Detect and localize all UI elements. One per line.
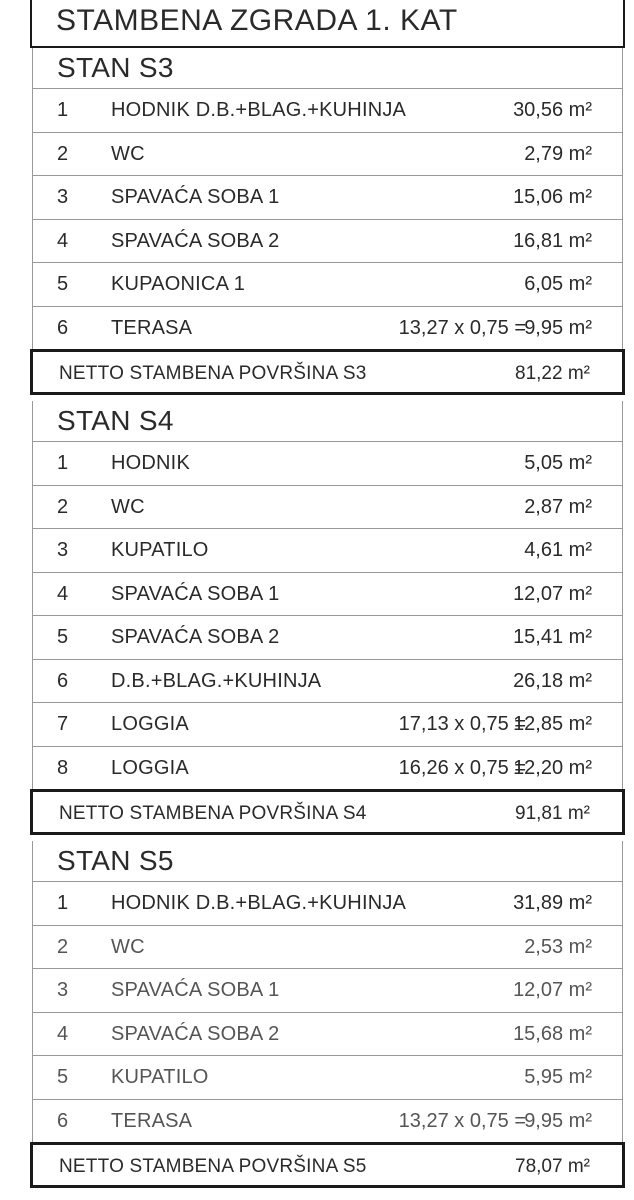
room-area: 5,95 m² xyxy=(524,1066,592,1088)
table-row xyxy=(32,1099,623,1143)
table-row xyxy=(32,175,623,219)
room-area: 2,79 m² xyxy=(524,142,592,165)
room-name: SPAVAĆA SOBA 1 xyxy=(111,186,280,208)
table-row xyxy=(32,1055,623,1099)
row-number: 3 xyxy=(57,979,69,1001)
table-row xyxy=(32,572,623,616)
room-name: SPAVAĆA SOBA 1 xyxy=(111,979,280,1001)
room-area: 12,85 m² xyxy=(513,713,592,735)
section-title: STAN S3 xyxy=(32,48,623,88)
row-number: 2 xyxy=(57,935,69,958)
room-area: 26,18 m² xyxy=(513,669,592,692)
area-calculation: 16,26 x 0,75 = xyxy=(398,756,526,779)
room-name: LOGGIA xyxy=(111,756,189,779)
section-stan-s3 xyxy=(32,48,623,395)
table-row xyxy=(32,925,623,969)
row-number: 1 xyxy=(57,99,69,121)
table-row xyxy=(32,968,623,1012)
row-number: 4 xyxy=(57,1022,69,1045)
net-area-total xyxy=(30,349,625,395)
section-stan-s4 xyxy=(32,401,623,835)
row-number: 3 xyxy=(57,186,69,208)
room-area: 9,95 m² xyxy=(524,1109,592,1132)
area-calculation: 17,13 x 0,75 = xyxy=(398,713,526,735)
room-area: 2,87 m² xyxy=(524,495,592,518)
total-label: NETTO STAMBENA POVRŠINA S5 xyxy=(59,1156,367,1177)
room-name: TERASA xyxy=(111,1109,193,1132)
room-area: 12,07 m² xyxy=(513,979,592,1001)
room-name: WC xyxy=(111,142,145,165)
room-name: LOGGIA xyxy=(111,713,189,735)
row-number: 6 xyxy=(57,669,69,692)
row-number: 2 xyxy=(57,495,69,518)
room-name: D.B.+BLAG.+KUHINJA xyxy=(111,669,322,692)
table-row xyxy=(32,441,623,485)
row-number: 5 xyxy=(57,273,69,295)
room-name: KUPATILO xyxy=(111,1066,209,1088)
table-row xyxy=(32,881,623,925)
section-title: STAN S4 xyxy=(32,401,623,441)
room-area: 9,95 m² xyxy=(524,316,592,339)
total-value: 78,07 m² xyxy=(515,1156,590,1177)
row-number: 5 xyxy=(57,1066,69,1088)
room-name: SPAVAĆA SOBA 1 xyxy=(111,582,280,605)
row-number: 1 xyxy=(57,892,69,914)
row-number: 5 xyxy=(57,626,69,648)
room-name: HODNIK D.B.+BLAG.+KUHINJA xyxy=(111,892,407,914)
room-area: 15,68 m² xyxy=(513,1022,592,1045)
row-number: 6 xyxy=(57,316,69,339)
room-name: SPAVAĆA SOBA 2 xyxy=(111,626,280,648)
table-row xyxy=(32,219,623,263)
room-name: WC xyxy=(111,935,145,958)
row-number: 8 xyxy=(57,756,69,779)
area-calculation: 13,27 x 0,75 = xyxy=(398,316,526,339)
room-name: KUPATILO xyxy=(111,539,209,561)
row-number: 1 xyxy=(57,452,69,474)
row-number: 4 xyxy=(57,582,69,605)
room-area: 4,61 m² xyxy=(524,539,592,561)
room-area: 15,06 m² xyxy=(513,186,592,208)
table-row xyxy=(32,615,623,659)
table-row xyxy=(32,1012,623,1056)
section-stan-s5 xyxy=(32,841,623,1188)
page-title: STAMBENA ZGRADA 1. KAT xyxy=(30,0,625,48)
room-area: 31,89 m² xyxy=(513,892,592,914)
room-area: 30,56 m² xyxy=(513,99,592,121)
table-row xyxy=(32,659,623,703)
total-label: NETTO STAMBENA POVRŠINA S3 xyxy=(59,363,367,384)
row-number: 2 xyxy=(57,142,69,165)
section-title: STAN S5 xyxy=(32,841,623,881)
table-row xyxy=(32,528,623,572)
row-number: 6 xyxy=(57,1109,69,1132)
table-row xyxy=(32,485,623,529)
room-area: 6,05 m² xyxy=(524,273,592,295)
row-number: 3 xyxy=(57,539,69,561)
row-number: 7 xyxy=(57,713,69,735)
room-area: 2,53 m² xyxy=(524,935,592,958)
room-area: 5,05 m² xyxy=(524,452,592,474)
row-number: 4 xyxy=(57,229,69,252)
area-calculation: 13,27 x 0,75 = xyxy=(398,1109,526,1132)
table-row xyxy=(32,262,623,306)
room-name: SPAVAĆA SOBA 2 xyxy=(111,1022,280,1045)
room-area: 12,20 m² xyxy=(513,756,592,779)
room-name: HODNIK D.B.+BLAG.+KUHINJA xyxy=(111,99,407,121)
net-area-total xyxy=(30,789,625,835)
room-area: 16,81 m² xyxy=(513,229,592,252)
table-row xyxy=(32,132,623,176)
room-area: 12,07 m² xyxy=(513,582,592,605)
room-name: WC xyxy=(111,495,145,518)
total-value: 91,81 m² xyxy=(515,803,590,824)
room-name: SPAVAĆA SOBA 2 xyxy=(111,229,280,252)
table-row xyxy=(32,306,623,350)
room-name: TERASA xyxy=(111,316,193,339)
room-area: 15,41 m² xyxy=(513,626,592,648)
total-label: NETTO STAMBENA POVRŠINA S4 xyxy=(59,803,367,824)
total-value: 81,22 m² xyxy=(515,363,590,384)
table-row xyxy=(32,746,623,790)
net-area-total xyxy=(30,1142,625,1188)
table-row xyxy=(32,88,623,132)
table-row xyxy=(32,702,623,746)
room-name: HODNIK xyxy=(111,452,190,474)
room-name: KUPAONICA 1 xyxy=(111,273,246,295)
